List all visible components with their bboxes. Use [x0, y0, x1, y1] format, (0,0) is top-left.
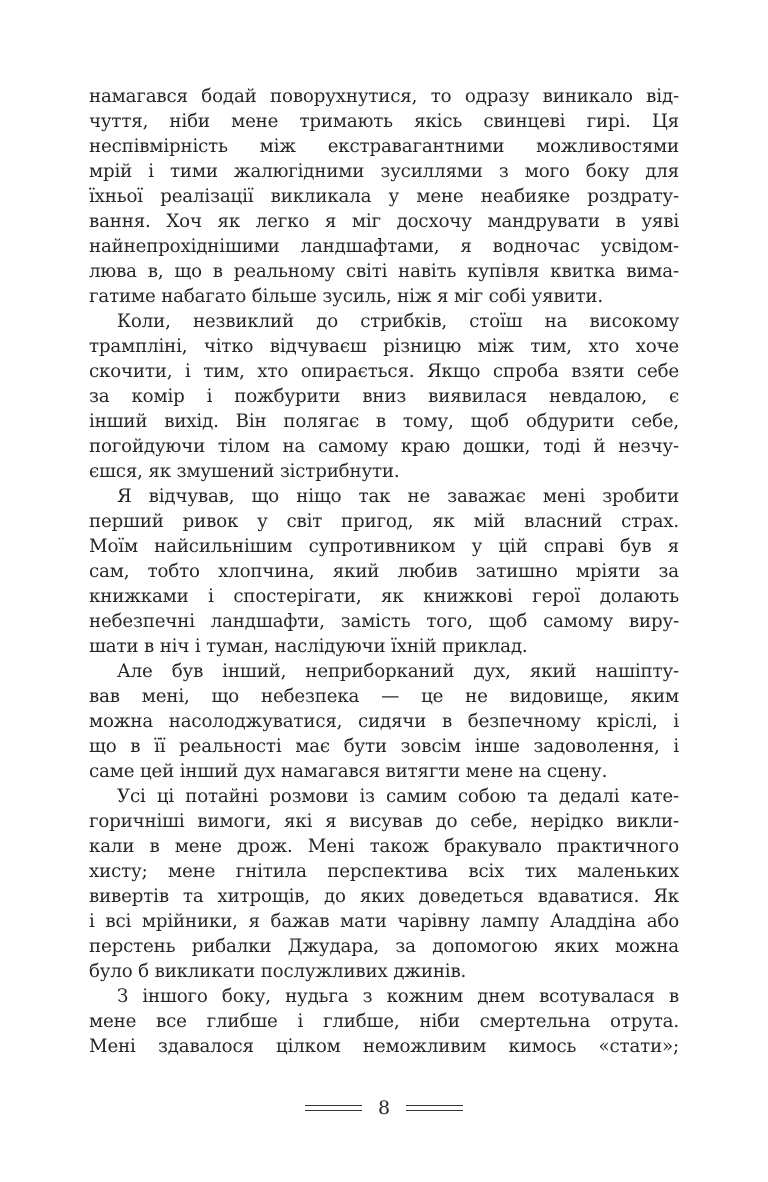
text-line: Але був інший, неприборканий дух, який нашіпту- [117, 661, 679, 682]
text-line: погойдуючи тілом на самому краю дошки, тоді й незчу- [89, 436, 679, 457]
right-decorative-rule [406, 1105, 463, 1111]
text-line: вання. Хоч як легко я міг досхочу мандрувати в уяві [89, 211, 679, 232]
page-footer [0, 1093, 768, 1123]
text-line: саме цей інший дух намагався витягти мене на сцену. [89, 761, 608, 782]
left-decorative-rule [305, 1105, 362, 1111]
text-line: скочити, і тим, хто опирається. Якщо спроба взяти себе [89, 361, 679, 382]
body-text [89, 84, 679, 1059]
text-line: намагався бодай поворухнутися, то одразу виникало від- [89, 86, 679, 107]
text-line: Моїм найсильнішим супротивником у цій справі був я [89, 536, 679, 557]
text-line: З іншого боку, нудьга з кожним днем всотувалася в [117, 986, 679, 1007]
text-line: інший вихід. Він полягає в тому, щоб обдурити себе, [89, 411, 679, 432]
text-line: найнепрохіднішими ландшафтами, я водночас усвідом- [89, 236, 679, 257]
text-line: було б викликати послужливих джинів. [89, 961, 467, 982]
text-line: книжками і спостерігати, як книжкові герої долають [89, 586, 679, 607]
text-line: Мені здавалося цілком неможливим кимось «стати»; [89, 1036, 679, 1057]
text-line: що в її реальності має бути зовсім інше задоволення, і [89, 736, 679, 757]
text-line: шати в ніч і туман, наслідуючи їхній приклад. [89, 636, 528, 657]
text-line: небезпечні ландшафти, замість того, щоб самому виру- [89, 611, 679, 632]
text-line: неспівмірність між екстравагантними можливостями [89, 136, 679, 157]
text-line: горичніші вимоги, які я висував до себе, нерідко викли- [89, 811, 679, 832]
text-line: гатиме набагато більше зусиль, ніж я міг собі уявити. [89, 286, 604, 307]
text-line: перший ривок у світ пригод, як мій власний страх. [89, 511, 679, 532]
page-number: 8 [377, 1097, 391, 1119]
text-line: перстень рибалки Джудара, за допомогою яких можна [89, 936, 679, 957]
text-line: Я відчував, що ніщо так не заважає мені зробити [117, 486, 679, 507]
text-line: і всі мрійники, я бажав мати чарівну лампу Аладдіна або [89, 911, 679, 932]
text-line: мрій і тими жалюгідними зусиллями з мого боку для [89, 161, 679, 182]
text-line: можна насолоджуватися, сидячи в безпечному кріслі, і [89, 711, 679, 732]
text-line: люва в, що в реальному світі навіть купівля квитка вима- [89, 261, 679, 282]
text-line: сам, тобто хлопчина, який любив затишно мріяти за [89, 561, 679, 582]
text-line: Коли, незвиклий до стрибків, стоїш на високому [117, 311, 679, 332]
text-line: за комір і пожбурити вниз виявилася невдалою, є [89, 386, 679, 407]
text-line: єшся, як змушений зістрибнути. [89, 461, 400, 482]
text-line: чуття, ніби мене тримають якісь свинцеві гирі. Ця [89, 111, 679, 132]
text-line: трампліні, чітко відчуваєш різницю між тим, хто хоче [89, 336, 679, 357]
text-line: вивертів та хитрощів, до яких доведеться вдаватися. Як [89, 886, 679, 907]
text-line: мене все глибше і глибше, ніби смертельна отрута. [89, 1011, 679, 1032]
text-line: їхньої реалізації викликала у мене неабияке роздрату- [89, 186, 679, 207]
text-line: кали в мене дрож. Мені також бракувало практичного [89, 836, 679, 857]
text-line: вав мені, що небезпека — це не видовище, яким [89, 686, 679, 707]
text-line: Усі ці потайні розмови із самим собою та дедалі кате- [117, 786, 679, 807]
text-line: хисту; мене гнітила перспектива всіх тих маленьких [89, 861, 679, 882]
